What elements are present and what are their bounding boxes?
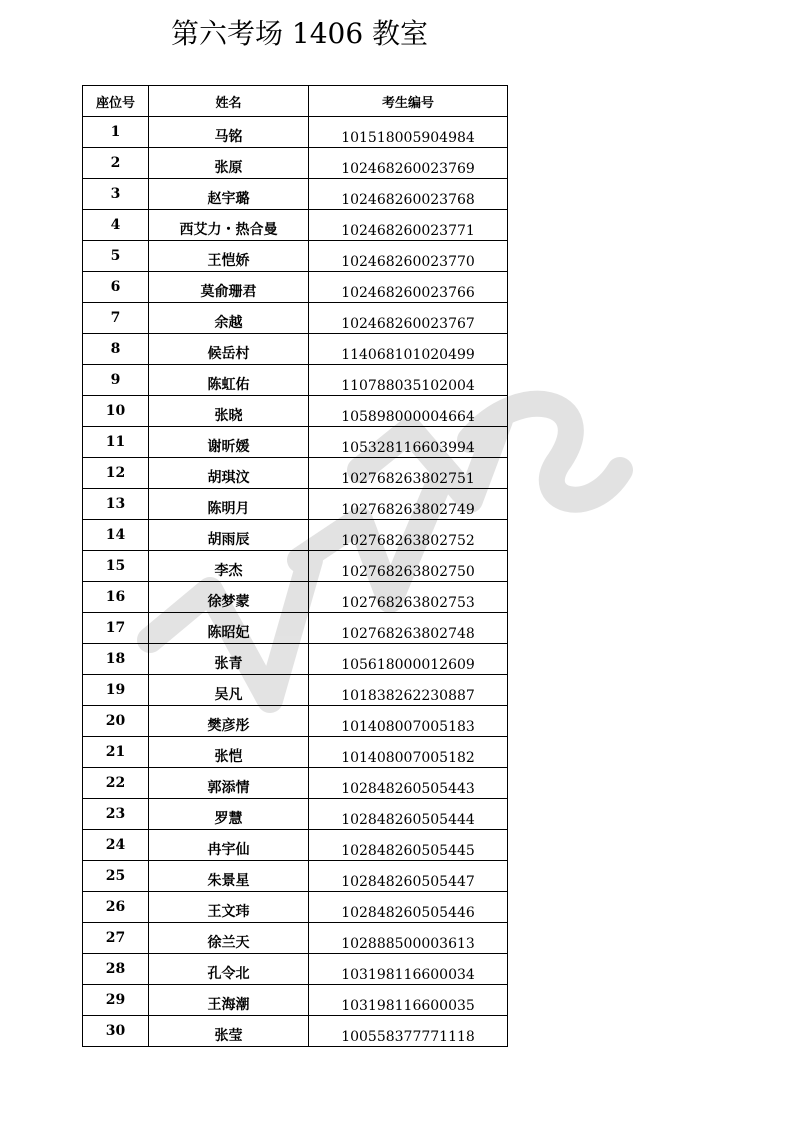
table-row <box>83 365 508 396</box>
student-name-cell: 余越 <box>149 303 309 334</box>
seat-number-cell: 11 <box>83 427 149 458</box>
seat-number-cell: 6 <box>83 272 149 303</box>
exam-number-cell: 103198116600035 <box>309 985 508 1016</box>
table-row <box>83 861 508 892</box>
exam-number-cell: 102468260023770 <box>309 241 508 272</box>
seat-number-cell: 25 <box>83 861 149 892</box>
exam-number-cell: 101838262230887 <box>309 675 508 706</box>
table-row <box>83 985 508 1016</box>
seat-number-cell: 2 <box>83 148 149 179</box>
table-row <box>83 241 508 272</box>
seat-number-cell: 8 <box>83 334 149 365</box>
exam-number-cell: 102768263802752 <box>309 520 508 551</box>
seat-number-cell: 17 <box>83 613 149 644</box>
exam-number-cell: 102468260023766 <box>309 272 508 303</box>
table-row <box>83 892 508 923</box>
seating-table <box>82 85 508 1047</box>
table-row <box>83 1016 508 1047</box>
exam-number-cell: 102848260505443 <box>309 768 508 799</box>
student-name-cell: 胡琪汶 <box>149 458 309 489</box>
exam-number-cell: 101408007005183 <box>309 706 508 737</box>
seat-number-cell: 3 <box>83 179 149 210</box>
table-row <box>83 706 508 737</box>
page-title: 第六考场 1406 教室 <box>171 17 429 50</box>
header-name: 姓名 <box>149 86 309 117</box>
seat-number-cell: 27 <box>83 923 149 954</box>
student-name-cell: 陈明月 <box>149 489 309 520</box>
table-row <box>83 303 508 334</box>
student-name-cell: 候岳村 <box>149 334 309 365</box>
exam-number-cell: 102848260505445 <box>309 830 508 861</box>
table-row <box>83 923 508 954</box>
seat-number-cell: 13 <box>83 489 149 520</box>
seat-number-cell: 22 <box>83 768 149 799</box>
exam-number-cell: 102768263802751 <box>309 458 508 489</box>
seat-number-cell: 21 <box>83 737 149 768</box>
seat-number-cell: 18 <box>83 644 149 675</box>
table-row <box>83 613 508 644</box>
table-row <box>83 210 508 241</box>
exam-number-cell: 102768263802750 <box>309 551 508 582</box>
seat-number-cell: 12 <box>83 458 149 489</box>
seat-number-cell: 30 <box>83 1016 149 1047</box>
header-seat: 座位号 <box>83 86 149 117</box>
exam-number-cell: 103198116600034 <box>309 954 508 985</box>
student-name-cell: 张恺 <box>149 737 309 768</box>
student-name-cell: 莫俞珊君 <box>149 272 309 303</box>
exam-number-cell: 105328116603994 <box>309 427 508 458</box>
seat-number-cell: 26 <box>83 892 149 923</box>
seat-number-cell: 5 <box>83 241 149 272</box>
student-name-cell: 李杰 <box>149 551 309 582</box>
table-row <box>83 799 508 830</box>
student-name-cell: 孔令北 <box>149 954 309 985</box>
table-row <box>83 954 508 985</box>
seat-number-cell: 23 <box>83 799 149 830</box>
table-row <box>83 272 508 303</box>
seat-number-cell: 28 <box>83 954 149 985</box>
exam-number-cell: 102768263802749 <box>309 489 508 520</box>
table-row <box>83 179 508 210</box>
table-row <box>83 830 508 861</box>
exam-number-cell: 110788035102004 <box>309 365 508 396</box>
exam-number-cell: 101408007005182 <box>309 737 508 768</box>
table-row <box>83 675 508 706</box>
table-row <box>83 458 508 489</box>
seat-number-cell: 19 <box>83 675 149 706</box>
table-row <box>83 520 508 551</box>
exam-number-cell: 100558377771118 <box>309 1016 508 1047</box>
exam-number-cell: 105618000012609 <box>309 644 508 675</box>
student-name-cell: 张晓 <box>149 396 309 427</box>
seat-number-cell: 24 <box>83 830 149 861</box>
table-row <box>83 644 508 675</box>
student-name-cell: 胡雨辰 <box>149 520 309 551</box>
table-row <box>83 489 508 520</box>
student-name-cell: 马铭 <box>149 117 309 148</box>
table-header-row <box>83 86 508 117</box>
student-name-cell: 朱景星 <box>149 861 309 892</box>
exam-number-cell: 102468260023769 <box>309 148 508 179</box>
exam-number-cell: 102468260023768 <box>309 179 508 210</box>
student-name-cell: 张原 <box>149 148 309 179</box>
exam-number-cell: 102468260023767 <box>309 303 508 334</box>
exam-number-cell: 102768263802753 <box>309 582 508 613</box>
seat-number-cell: 7 <box>83 303 149 334</box>
seat-number-cell: 29 <box>83 985 149 1016</box>
student-name-cell: 徐兰天 <box>149 923 309 954</box>
seat-number-cell: 20 <box>83 706 149 737</box>
student-name-cell: 张莹 <box>149 1016 309 1047</box>
student-name-cell: 徐梦蒙 <box>149 582 309 613</box>
student-name-cell: 谢昕媛 <box>149 427 309 458</box>
exam-number-cell: 102848260505447 <box>309 861 508 892</box>
exam-number-cell: 102848260505444 <box>309 799 508 830</box>
student-name-cell: 王文玮 <box>149 892 309 923</box>
student-name-cell: 吴凡 <box>149 675 309 706</box>
student-name-cell: 赵宇璐 <box>149 179 309 210</box>
table-row <box>83 148 508 179</box>
exam-number-cell: 105898000004664 <box>309 396 508 427</box>
seat-number-cell: 15 <box>83 551 149 582</box>
student-name-cell: 王海潮 <box>149 985 309 1016</box>
table-body <box>83 117 508 1047</box>
student-name-cell: 王恺娇 <box>149 241 309 272</box>
header-exam-number: 考生编号 <box>309 86 508 117</box>
table-row <box>83 768 508 799</box>
student-name-cell: 樊彦彤 <box>149 706 309 737</box>
table-row <box>83 427 508 458</box>
exam-number-cell: 101518005904984 <box>309 117 508 148</box>
exam-number-cell: 102768263802748 <box>309 613 508 644</box>
table-row <box>83 396 508 427</box>
exam-number-cell: 114068101020499 <box>309 334 508 365</box>
student-name-cell: 陈昭妃 <box>149 613 309 644</box>
table-row <box>83 117 508 148</box>
table-row <box>83 334 508 365</box>
exam-number-cell: 102888500003613 <box>309 923 508 954</box>
table-row <box>83 582 508 613</box>
exam-number-cell: 102468260023771 <box>309 210 508 241</box>
seat-number-cell: 10 <box>83 396 149 427</box>
seat-number-cell: 1 <box>83 117 149 148</box>
student-name-cell: 罗慧 <box>149 799 309 830</box>
student-name-cell: 陈虹佑 <box>149 365 309 396</box>
table-row <box>83 737 508 768</box>
seat-number-cell: 9 <box>83 365 149 396</box>
seat-number-cell: 14 <box>83 520 149 551</box>
student-name-cell: 西艾力・热合曼 <box>149 210 309 241</box>
student-name-cell: 冉宇仙 <box>149 830 309 861</box>
student-name-cell: 张青 <box>149 644 309 675</box>
table-row <box>83 551 508 582</box>
seat-number-cell: 16 <box>83 582 149 613</box>
seat-number-cell: 4 <box>83 210 149 241</box>
exam-number-cell: 102848260505446 <box>309 892 508 923</box>
student-name-cell: 郭添情 <box>149 768 309 799</box>
